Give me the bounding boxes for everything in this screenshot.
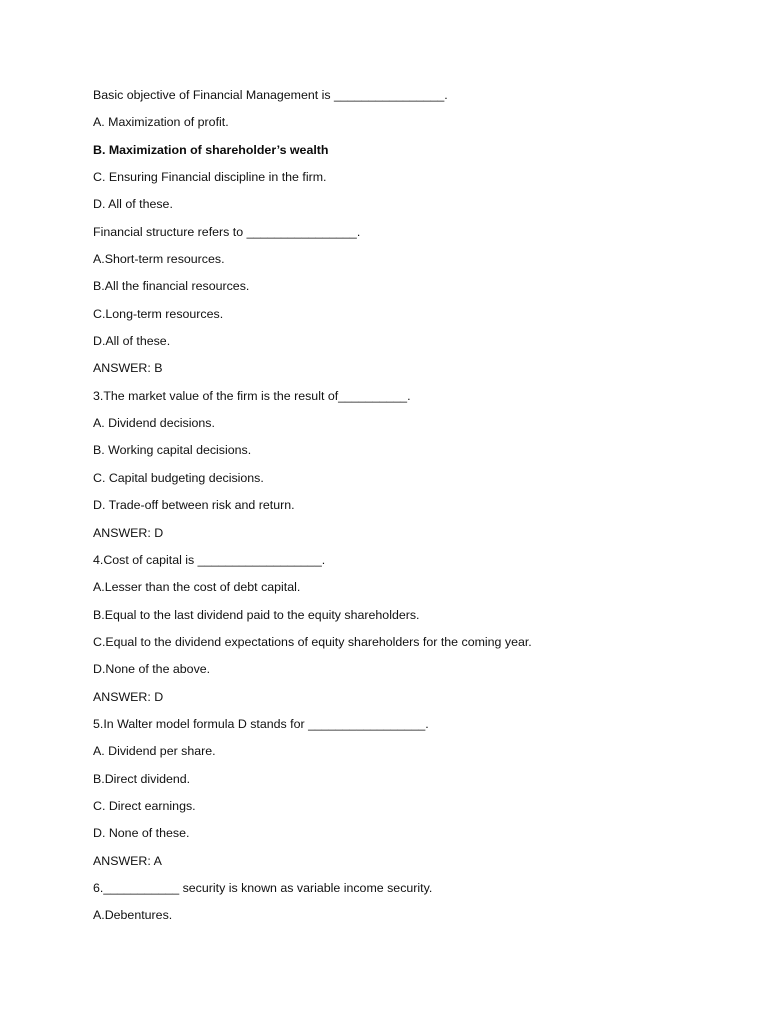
document-line: A.Lesser than the cost of debt capital. (93, 580, 301, 595)
document-line: ANSWER: D (93, 689, 164, 704)
document-line: 4.Cost of capital is __________________. (93, 552, 326, 567)
document-line: B.All the financial resources. (93, 279, 250, 294)
document-line: C. Direct earnings. (93, 798, 196, 813)
document-line: A. Dividend decisions. (93, 416, 215, 431)
document-line: ANSWER: A (93, 853, 162, 868)
document-line: 3.The market value of the firm is the result of__________. (93, 388, 411, 403)
document-line: D.None of the above. (93, 662, 211, 677)
document-line: ANSWER: B (93, 361, 163, 376)
document-line: C. Ensuring Financial discipline in the firm. (93, 170, 327, 185)
document-line: C.Long-term resources. (93, 306, 224, 321)
document-line: D.All of these. (93, 334, 171, 349)
document-line: B.Direct dividend. (93, 771, 191, 786)
document-line: 5.In Walter model formula D stands for _________________. (93, 716, 429, 731)
document-line: 6.___________ security is known as variable income security. (93, 880, 433, 895)
document-line: A.Short-term resources. (93, 252, 225, 267)
document-line: A.Debentures. (93, 908, 173, 923)
document-line: ANSWER: D (93, 525, 164, 540)
document-line: D. All of these. (93, 197, 173, 212)
document-line: Basic objective of Financial Management is ________________. (93, 88, 448, 102)
document-line: C. Capital budgeting decisions. (93, 470, 264, 485)
document-line: D. Trade-off between risk and return. (93, 498, 295, 513)
document-body (93, 86, 733, 934)
document-line: Financial structure refers to ________________. (93, 224, 361, 239)
document-line: B. Maximization of shareholder’s wealth (93, 142, 329, 157)
document-line: A. Maximization of profit. (93, 115, 229, 130)
document-line: A. Dividend per share. (93, 744, 216, 759)
document-line: D. None of these. (93, 826, 190, 841)
document-line: B.Equal to the last dividend paid to the equity shareholders. (93, 607, 420, 622)
document-line: C.Equal to the dividend expectations of equity shareholders for the coming year. (93, 634, 532, 649)
document-line: B. Working capital decisions. (93, 443, 252, 458)
